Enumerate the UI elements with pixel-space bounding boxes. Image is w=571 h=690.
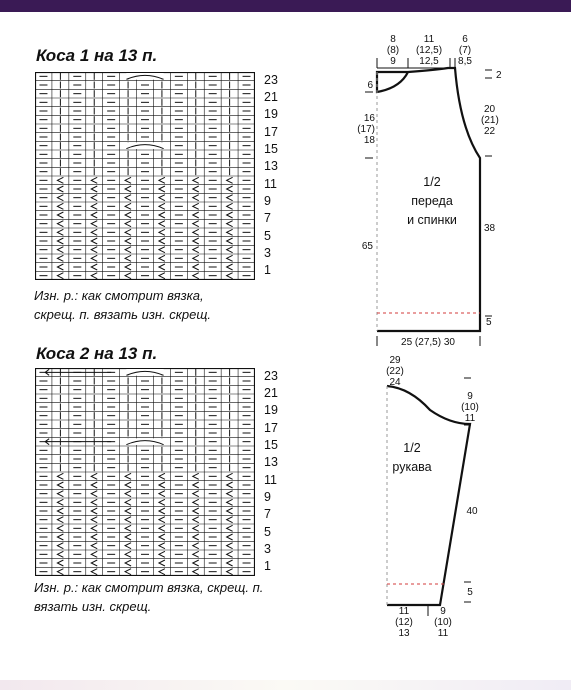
cross-left-stitch-icon — [159, 525, 165, 531]
cross-left-stitch-icon — [227, 499, 233, 505]
cross-left-stitch-icon — [57, 517, 63, 523]
dim-sleeve-bl-2: (12) — [395, 617, 413, 628]
cross-left-stitch-icon — [91, 499, 97, 505]
cross-left-stitch-icon — [193, 534, 199, 540]
cross-left-stitch-icon — [57, 238, 63, 244]
cross-left-stitch-icon — [227, 517, 233, 523]
cable-chart-1 — [35, 72, 255, 280]
cross-left-stitch-icon — [193, 499, 199, 505]
cross-left-stitch-icon — [125, 543, 131, 549]
cross-left-stitch-icon — [91, 508, 97, 514]
cross-left-stitch-icon — [125, 221, 131, 227]
row-number: 9 — [264, 194, 271, 208]
cross-left-stitch-icon — [57, 569, 63, 575]
row-number: 17 — [264, 420, 278, 435]
cross-left-stitch-icon — [159, 569, 165, 575]
cross-left-stitch-icon — [125, 186, 131, 192]
cross-left-stitch-icon — [57, 543, 63, 549]
dim-left-upper-1: 16 — [363, 113, 375, 124]
cross-left-stitch-icon — [159, 273, 165, 279]
cross-left-stitch-icon — [227, 247, 233, 253]
dim-top-a-2: (8) — [386, 45, 400, 56]
sleeve-label-1: 1/2 — [403, 441, 421, 455]
cross-left-stitch-icon — [57, 491, 63, 497]
row-number: 7 — [264, 211, 271, 226]
cross-left-stitch-icon — [159, 203, 165, 209]
row-number: 23 — [264, 72, 278, 87]
dim-sleeve-rtop-2: (10) — [461, 402, 479, 413]
cross-left-stitch-icon — [91, 273, 97, 279]
row-number: 5 — [264, 228, 271, 243]
dim-right-bottom: 5 — [486, 317, 492, 328]
cross-left-stitch-icon — [159, 177, 165, 183]
row-number: 1 — [264, 559, 271, 574]
cross-left-stitch-icon — [125, 560, 131, 566]
cross-left-stitch-icon — [193, 203, 199, 209]
dim-sleeve-top-2: (22) — [386, 366, 404, 377]
bottom-edge-strip — [0, 680, 571, 690]
cross-left-stitch-icon — [125, 551, 131, 557]
cross-left-stitch-icon — [57, 534, 63, 540]
cross-left-stitch-icon — [57, 195, 63, 201]
sleeve-label-2: рукава — [392, 460, 432, 474]
cross-left-stitch-icon — [91, 177, 97, 183]
cross-left-stitch-icon — [193, 264, 199, 270]
cross-left-stitch-icon — [91, 473, 97, 479]
cross-left-stitch-icon — [193, 195, 199, 201]
dim-sleeve-bl-1: 11 — [398, 606, 410, 617]
cross-left-stitch-icon — [159, 499, 165, 505]
dim-left-total: 65 — [361, 241, 373, 252]
cross-left-stitch-icon — [91, 525, 97, 531]
dim-sleeve-top-1: 29 — [389, 355, 401, 366]
cross-left-stitch-icon — [91, 203, 97, 209]
dim-top-b-2: (12,5) — [415, 45, 443, 56]
cross-left-stitch-icon — [125, 177, 131, 183]
dim-sleeve-rbottom: 5 — [467, 587, 473, 598]
cross-left-stitch-icon — [91, 543, 97, 549]
row-number: 1 — [264, 263, 271, 278]
cable-cross-bg — [126, 438, 163, 445]
cross-left-stitch-icon — [159, 517, 165, 523]
cross-left-stitch-icon — [57, 212, 63, 218]
cross-left-stitch-icon — [125, 255, 131, 261]
cross-left-stitch-icon — [193, 517, 199, 523]
cross-left-stitch-icon — [57, 508, 63, 514]
cross-left-stitch-icon — [193, 473, 199, 479]
cross-left-stitch-icon — [91, 229, 97, 235]
note-line: Изн. р.: как смотрит вязка, — [34, 288, 204, 303]
cross-left-stitch-icon — [193, 525, 199, 531]
cross-left-stitch-icon — [159, 221, 165, 227]
cross-left-stitch-icon — [159, 247, 165, 253]
cross-left-stitch-icon — [125, 195, 131, 201]
note-line: вязать изн. скрещ. — [34, 599, 152, 614]
row-number: 19 — [264, 107, 278, 122]
cross-left-stitch-icon — [57, 551, 63, 557]
cable-cross-bg — [126, 142, 163, 149]
cross-left-stitch-icon — [91, 551, 97, 557]
body-label-2: переда — [411, 194, 453, 208]
cross-left-stitch-icon — [227, 569, 233, 575]
cross-left-stitch-icon — [57, 247, 63, 253]
cable-cross-bg — [126, 369, 163, 376]
cross-left-stitch-icon — [125, 534, 131, 540]
dim-sleeve-top-3: 24 — [389, 377, 401, 388]
cross-left-stitch-icon — [125, 517, 131, 523]
cross-left-stitch-icon — [91, 482, 97, 488]
dim-sleeve-br-1: 9 — [440, 606, 446, 617]
cross-left-stitch-icon — [57, 177, 63, 183]
cross-left-stitch-icon — [193, 560, 199, 566]
cross-left-stitch-icon — [193, 508, 199, 514]
cross-left-stitch-icon — [193, 247, 199, 253]
dim-top-b-3: 12,5 — [419, 56, 439, 67]
chart-title-1: Коса 1 на 13 п. — [36, 46, 158, 65]
cross-left-stitch-icon — [159, 229, 165, 235]
cross-left-stitch-icon — [227, 264, 233, 270]
row-number: 13 — [264, 455, 278, 470]
dim-sleeve-br-3: 11 — [437, 628, 449, 639]
cross-left-stitch-icon — [125, 473, 131, 479]
dim-top-a-1: 8 — [390, 34, 396, 45]
cross-left-stitch-icon — [125, 238, 131, 244]
cross-left-stitch-icon — [227, 221, 233, 227]
cross-left-stitch-icon — [91, 195, 97, 201]
cross-left-stitch-icon — [227, 560, 233, 566]
row-number: 7 — [264, 507, 271, 522]
row-number: 15 — [264, 438, 278, 452]
cross-left-stitch-icon — [227, 273, 233, 279]
dim-left-neck: 6 — [367, 80, 373, 91]
cross-left-stitch-icon — [91, 221, 97, 227]
note-line: Изн. р.: как смотрит вязка, скрещ. п. — [34, 580, 264, 595]
cross-left-stitch-icon — [57, 473, 63, 479]
cross-left-stitch-icon — [227, 551, 233, 557]
sleeve-schematic — [340, 350, 571, 650]
row-number: 21 — [264, 90, 278, 104]
dim-armhole-2: (21) — [481, 115, 499, 126]
cross-left-stitch-icon — [227, 508, 233, 514]
row-number: 19 — [264, 403, 278, 418]
chart-title-2: Коса 2 на 13 п. — [36, 344, 158, 363]
cross-left-stitch-icon — [193, 569, 199, 575]
cross-left-stitch-icon — [125, 508, 131, 514]
cross-left-stitch-icon — [91, 186, 97, 192]
cross-left-stitch-icon — [159, 508, 165, 514]
dim-top-c-1: 6 — [462, 34, 468, 45]
cross-left-stitch-icon — [159, 534, 165, 540]
row-number: 5 — [264, 524, 271, 539]
dim-sleeve-bl-3: 13 — [398, 628, 410, 639]
cross-left-stitch-icon — [125, 482, 131, 488]
cross-left-stitch-icon — [57, 499, 63, 505]
cross-left-stitch-icon — [159, 491, 165, 497]
cross-left-stitch-icon — [125, 525, 131, 531]
cross-left-stitch-icon — [227, 473, 233, 479]
cross-left-stitch-icon — [125, 229, 131, 235]
cross-left-stitch-icon — [57, 186, 63, 192]
cross-left-stitch-icon — [227, 212, 233, 218]
dim-armhole-3: 22 — [484, 126, 496, 137]
top-color-bar — [0, 0, 571, 12]
row-number: 11 — [264, 176, 277, 191]
cross-left-stitch-icon — [227, 255, 233, 261]
cross-left-stitch-icon — [57, 482, 63, 488]
cross-left-stitch-icon — [159, 543, 165, 549]
cross-left-stitch-icon — [227, 534, 233, 540]
cross-left-stitch-icon — [227, 482, 233, 488]
sleeve-outline — [387, 386, 470, 605]
row-number: 11 — [264, 472, 277, 487]
cross-left-stitch-icon — [91, 491, 97, 497]
cross-left-stitch-icon — [227, 203, 233, 209]
cross-left-stitch-icon — [125, 273, 131, 279]
dim-top-c-2: (7) — [458, 45, 472, 56]
cross-left-stitch-icon — [91, 517, 97, 523]
dim-right-side: 38 — [484, 223, 496, 234]
cross-left-stitch-icon — [193, 238, 199, 244]
cross-left-stitch-icon — [125, 203, 131, 209]
cross-left-stitch-icon — [227, 238, 233, 244]
cross-left-stitch-icon — [159, 560, 165, 566]
cross-left-stitch-icon — [91, 569, 97, 575]
cross-left-stitch-icon — [159, 551, 165, 557]
note-line: скрещ. п. вязать изн. скрещ. — [34, 307, 212, 322]
cross-left-stitch-icon — [227, 543, 233, 549]
cross-left-stitch-icon — [159, 238, 165, 244]
cross-left-stitch-icon — [159, 186, 165, 192]
cross-left-stitch-icon — [227, 491, 233, 497]
row-number: 15 — [264, 142, 278, 156]
cross-left-stitch-icon — [227, 186, 233, 192]
cross-left-stitch-icon — [57, 221, 63, 227]
dim-top-c-3: 8,5 — [458, 56, 472, 67]
row-number: 21 — [264, 386, 278, 400]
row-number: 13 — [264, 159, 278, 174]
cross-left-stitch-icon — [91, 238, 97, 244]
cross-left-stitch-icon — [57, 273, 63, 279]
chart-note-1 — [34, 286, 211, 324]
cross-left-stitch-icon — [159, 195, 165, 201]
dim-armhole-1: 20 — [484, 104, 496, 115]
cross-left-stitch-icon — [193, 229, 199, 235]
cross-left-stitch-icon — [91, 264, 97, 270]
dim-sleeve-rtop-3: 11 — [464, 413, 476, 424]
cross-left-stitch-icon — [91, 247, 97, 253]
cross-left-stitch-icon — [159, 264, 165, 270]
cross-left-stitch-icon — [193, 255, 199, 261]
cross-left-stitch-icon — [193, 212, 199, 218]
cross-left-stitch-icon — [125, 499, 131, 505]
cross-left-stitch-icon — [193, 273, 199, 279]
cross-left-stitch-icon — [125, 491, 131, 497]
cross-left-stitch-icon — [125, 247, 131, 253]
row-number: 23 — [264, 368, 278, 383]
cross-left-stitch-icon — [57, 229, 63, 235]
cross-left-stitch-icon — [91, 212, 97, 218]
row-number: 3 — [264, 246, 271, 260]
dim-top-a-3: 9 — [390, 56, 396, 67]
row-number: 9 — [264, 490, 271, 504]
row-number: 3 — [264, 542, 271, 556]
cross-left-stitch-icon — [159, 482, 165, 488]
dim-sleeve-br-2: (10) — [434, 617, 452, 628]
body-schematic — [340, 28, 571, 358]
body-label-1: 1/2 — [423, 175, 441, 189]
cross-left-stitch-icon — [227, 525, 233, 531]
row-number: 17 — [264, 124, 278, 139]
cross-left-stitch-icon — [125, 264, 131, 270]
cross-left-stitch-icon — [159, 212, 165, 218]
dim-sleeve-side: 40 — [466, 506, 478, 517]
cable-chart-2 — [35, 368, 255, 576]
cross-left-stitch-icon — [57, 560, 63, 566]
dim-right-top: 2 — [496, 70, 502, 81]
cross-left-stitch-icon — [159, 473, 165, 479]
cross-left-stitch-icon — [193, 177, 199, 183]
dim-sleeve-rtop-1: 9 — [467, 391, 473, 402]
cable-cross-bg — [126, 73, 163, 80]
dim-bottom-width: 25 (27,5) 30 — [401, 337, 455, 348]
cross-left-stitch-icon — [57, 255, 63, 261]
cross-left-stitch-icon — [193, 482, 199, 488]
cross-left-stitch-icon — [91, 560, 97, 566]
cross-left-stitch-icon — [227, 177, 233, 183]
cross-left-stitch-icon — [227, 229, 233, 235]
cross-left-stitch-icon — [57, 264, 63, 270]
cross-left-stitch-icon — [125, 212, 131, 218]
dim-left-upper-3: 18 — [363, 135, 375, 146]
dim-left-upper-2: (17) — [357, 124, 375, 135]
cross-left-stitch-icon — [91, 534, 97, 540]
dim-top-b-1: 11 — [423, 34, 435, 45]
chart-note-2 — [34, 578, 263, 616]
cross-left-stitch-icon — [91, 255, 97, 261]
cross-left-stitch-icon — [193, 543, 199, 549]
cross-left-stitch-icon — [159, 255, 165, 261]
cross-left-stitch-icon — [227, 195, 233, 201]
cross-left-stitch-icon — [193, 491, 199, 497]
cross-left-stitch-icon — [193, 221, 199, 227]
cross-left-stitch-icon — [193, 551, 199, 557]
cross-left-stitch-icon — [125, 569, 131, 575]
cross-left-stitch-icon — [193, 186, 199, 192]
cross-left-stitch-icon — [57, 203, 63, 209]
cross-left-stitch-icon — [57, 525, 63, 531]
body-label-3: и спинки — [407, 213, 457, 227]
